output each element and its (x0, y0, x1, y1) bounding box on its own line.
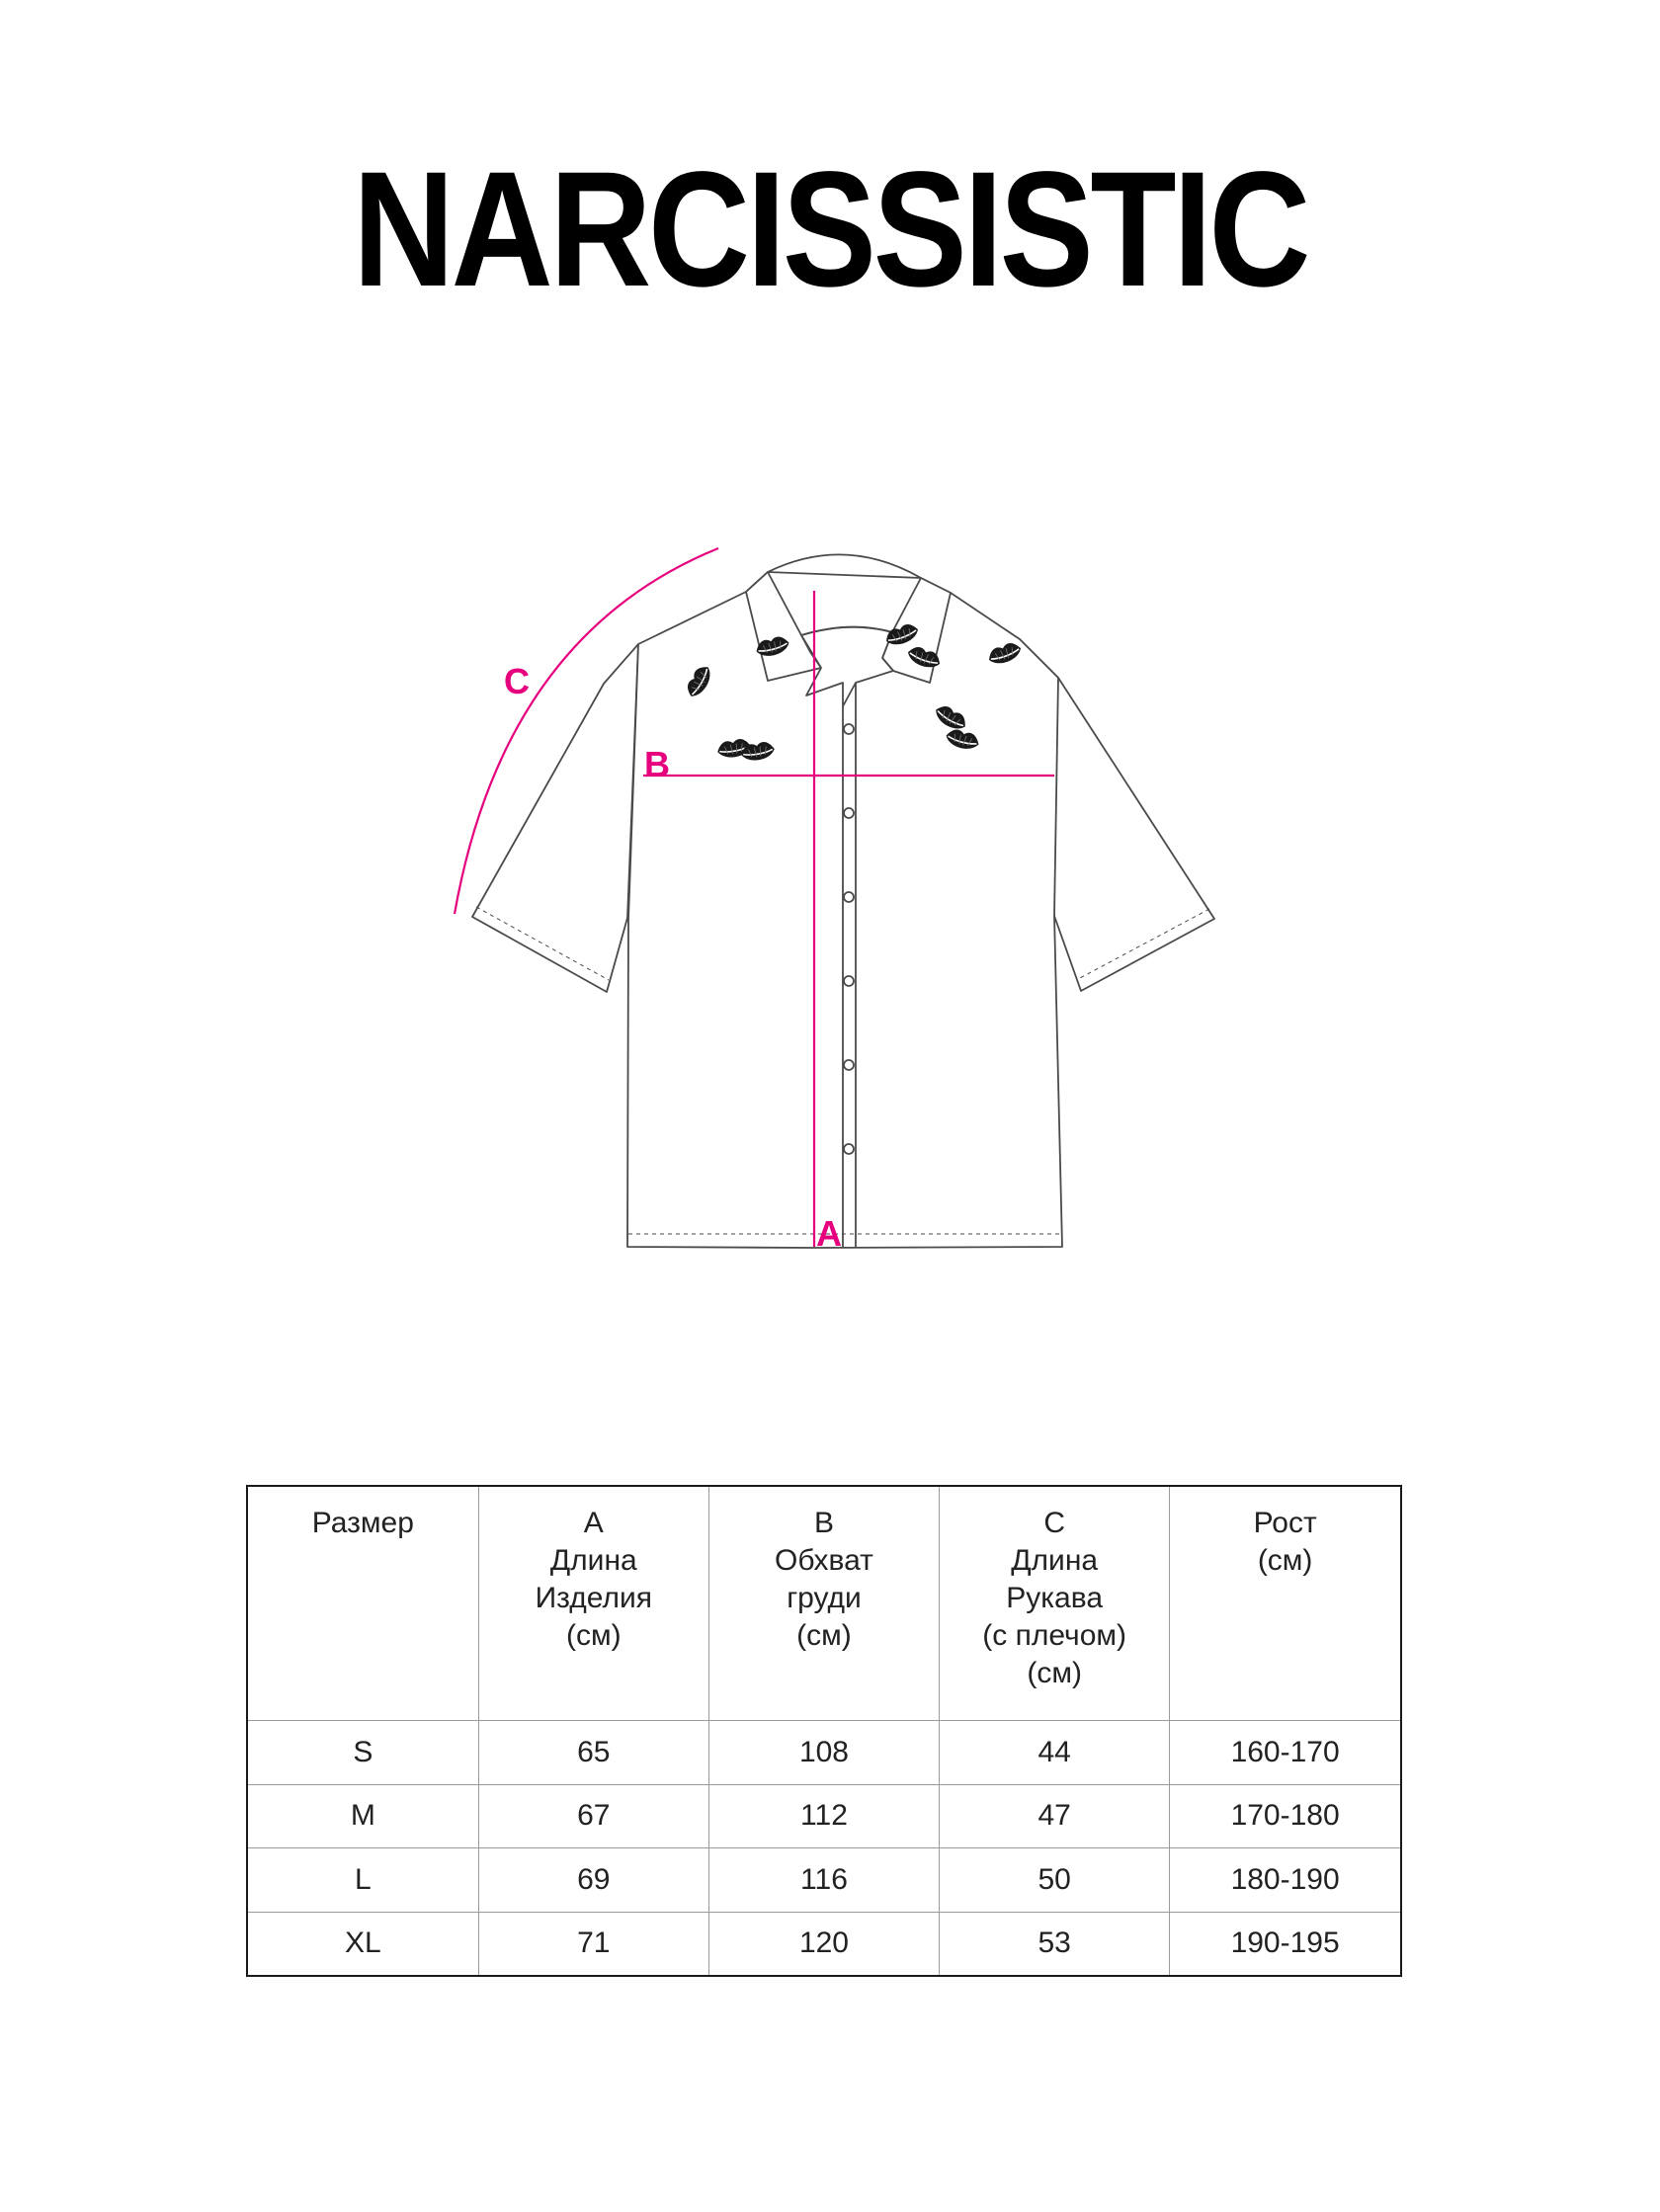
table-cell: 180-190 (1170, 1848, 1400, 1913)
brand-title: NARCISSISTIC (352, 138, 1308, 321)
table-cell: XL (248, 1912, 478, 1975)
header-text: (см) (565, 1619, 622, 1652)
header-chest (708, 1487, 939, 1721)
header-text: Изделия (535, 1582, 652, 1614)
header-length (478, 1487, 708, 1721)
header-text: (с плечом) (982, 1619, 1126, 1652)
header-size (248, 1487, 478, 1721)
table-row (248, 1721, 1400, 1785)
table-cell: 120 (708, 1912, 939, 1975)
header-text: (см) (1027, 1657, 1082, 1689)
table-row (248, 1784, 1400, 1848)
table-header-row (248, 1487, 1400, 1721)
table-cell: M (248, 1784, 478, 1848)
table-cell: 112 (708, 1784, 939, 1848)
header-height (1170, 1487, 1400, 1721)
table-cell: 50 (940, 1848, 1170, 1913)
table-cell: 160-170 (1170, 1721, 1400, 1785)
header-text: Рукава (1006, 1582, 1104, 1614)
table-cell: 71 (478, 1912, 708, 1975)
size-chart-table (246, 1485, 1402, 1977)
header-text: груди (787, 1582, 862, 1614)
header-text: A (583, 1507, 604, 1539)
header-text: Длина (549, 1544, 637, 1577)
table-cell: 47 (940, 1784, 1170, 1848)
table-cell: 44 (940, 1721, 1170, 1785)
table-cell: 170-180 (1170, 1784, 1400, 1848)
header-text: (см) (1257, 1544, 1313, 1577)
dimension-label-b: B (644, 744, 670, 784)
dimension-label-c: C (504, 661, 530, 701)
table-cell: 116 (708, 1848, 939, 1913)
header-text: B (813, 1507, 834, 1539)
table-cell: 69 (478, 1848, 708, 1913)
table-cell: S (248, 1721, 478, 1785)
table-cell: 67 (478, 1784, 708, 1848)
table-cell: 108 (708, 1721, 939, 1785)
header-text: C (1043, 1507, 1065, 1539)
table-row (248, 1912, 1400, 1975)
header-sleeve (940, 1487, 1170, 1721)
table-cell: 65 (478, 1721, 708, 1785)
header-text: Обхват (775, 1544, 873, 1577)
table-row (248, 1848, 1400, 1913)
table-cell: 53 (940, 1912, 1170, 1975)
header-text: Размер (311, 1507, 414, 1539)
shirt-outline-icon (472, 554, 1214, 1248)
dimension-label-a: A (816, 1213, 842, 1254)
header-text: (см) (796, 1619, 852, 1652)
table-cell: 190-195 (1230, 1926, 1340, 1960)
table-cell: L (248, 1848, 478, 1913)
header-text: Длина (1011, 1544, 1099, 1577)
header-text: Рост (1253, 1507, 1317, 1539)
